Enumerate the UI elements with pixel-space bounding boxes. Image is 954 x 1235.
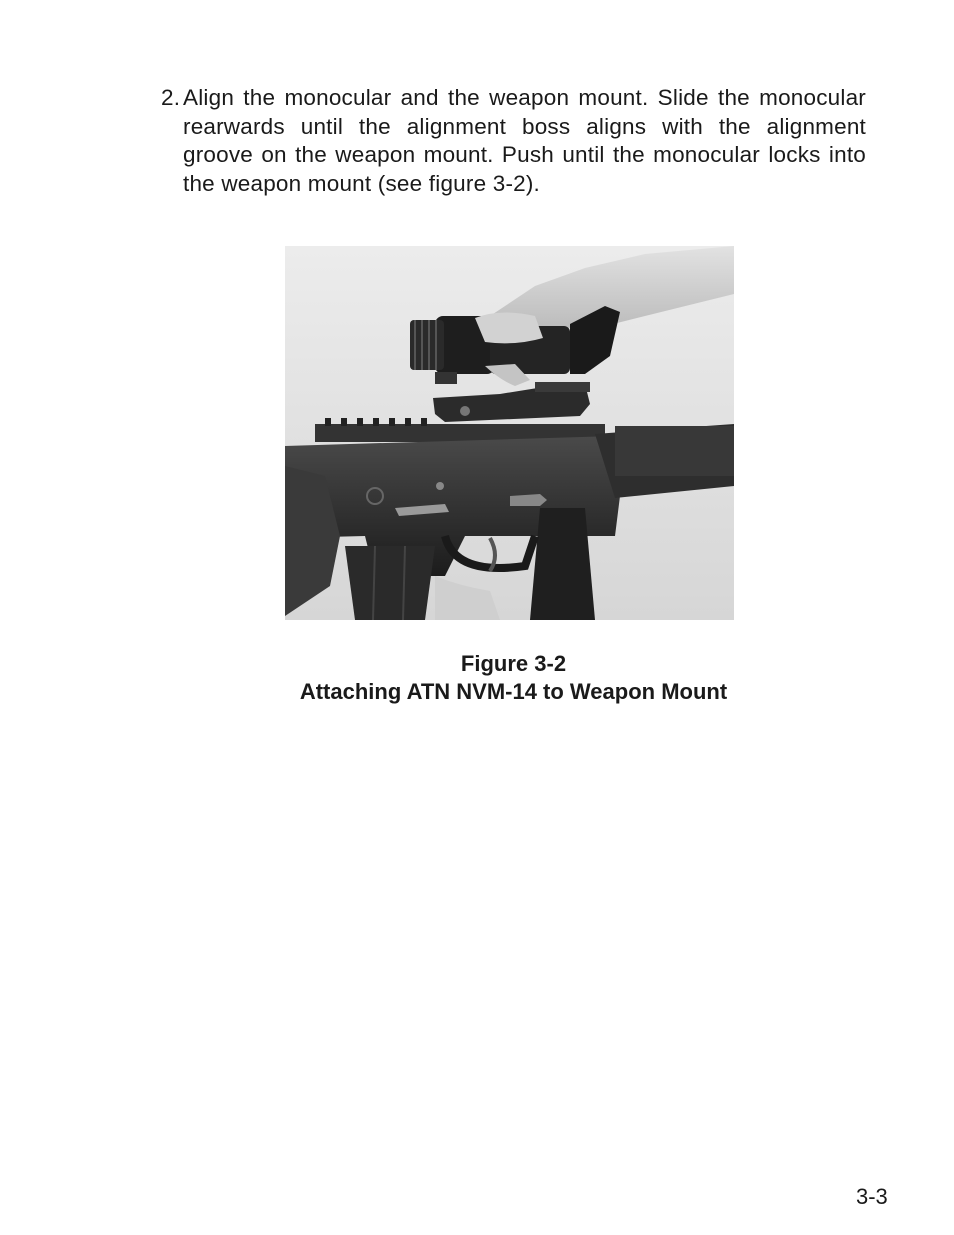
- figure-photo: [285, 246, 734, 620]
- rifle-monocular-image: [285, 246, 734, 620]
- figure-number: Figure 3-2: [460, 651, 567, 676]
- page-number: 3-3: [856, 1184, 888, 1209]
- step-text: Align the monocular and the weapon mount. Slide the monocular rearwards until the alignment boss aligns with the alignment groove on the weapon mount. Push until the monocular locks into the weapon mount (see figure 3-2).: [183, 85, 866, 196]
- figure-caption: [200, 650, 827, 706]
- figure-title: Attaching ATN NVM-14 to Weapon Mount: [299, 679, 728, 704]
- instruction-step: [161, 84, 866, 198]
- step-number: 2.: [161, 85, 181, 110]
